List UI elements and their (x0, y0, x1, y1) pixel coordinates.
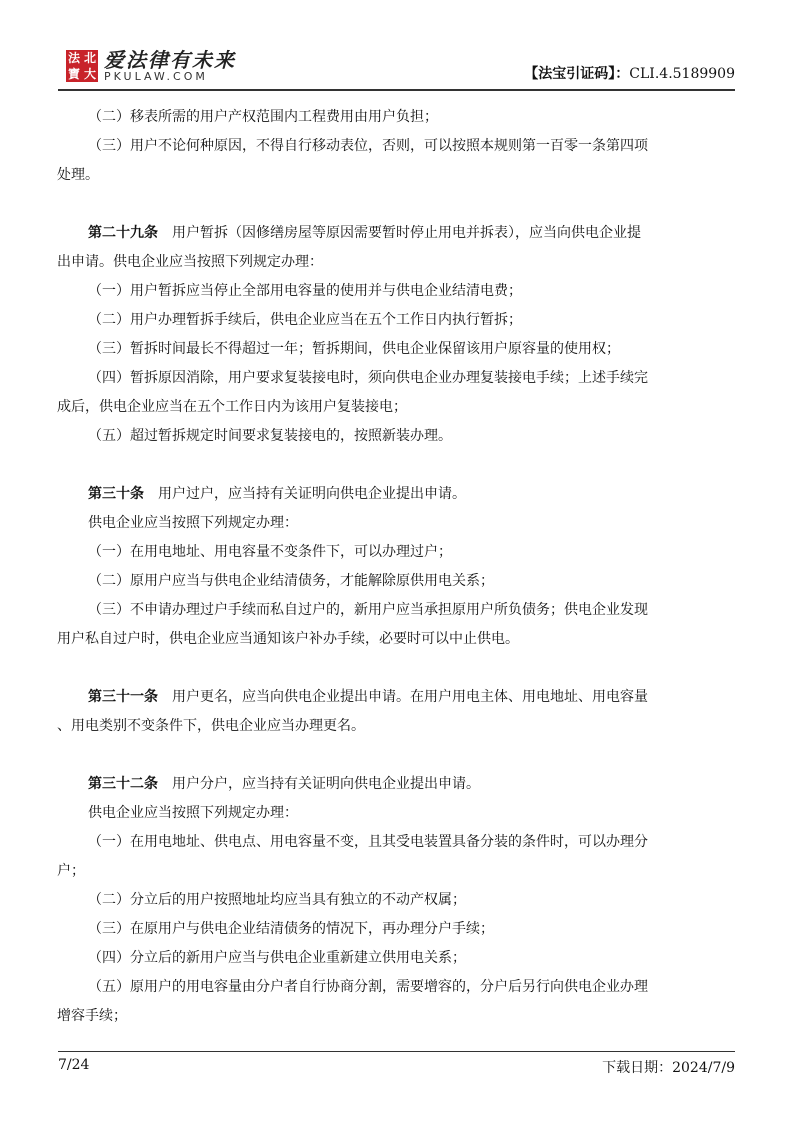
article-29: 第二十九条 用户暂拆（因修缮房屋等原因需要暂时停止用电并拆表），应当向供电企业提 (88, 225, 641, 241)
article-32: 第三十二条 用户分户，应当持有关证明向供电企业提出申请。 (88, 776, 480, 792)
list-item: （一）在用电地址、供电点、用电容量不变，且其受电装置具备分装的条件时，可以办理分 (88, 834, 648, 850)
citation-label: 【法宝引证码】： (524, 66, 630, 82)
list-item: 成后，供电企业应当在五个工作日内为该用户复装接电； (57, 399, 407, 415)
page-header (58, 43, 735, 91)
list-item: （二）用户办理暂拆手续后，供电企业应当在五个工作日内执行暂拆； (88, 312, 522, 328)
pkulaw-logo (66, 48, 236, 84)
paragraph: （三）用户不论何种原因，不得自行移动表位，否则，可以按照本规则第一百零一条第四项 (88, 138, 648, 154)
list-item: （三）在原用户与供电企业结清债务的情况下，再办理分户手续； (88, 921, 494, 937)
article-30: 第三十条 用户过户，应当持有关证明向供电企业提出申请。 (88, 486, 466, 502)
list-item: 增容手续； (57, 1008, 127, 1024)
list-item: （三）不申请办理过户手续而私自过户的，新用户应当承担原用户所负债务；供电企业发现 (88, 602, 648, 618)
list-item: （五）超过暂拆规定时间要求复装接电的，按照新装办理。 (88, 428, 452, 444)
document-body (57, 103, 728, 1031)
article-31: 第三十一条 用户更名，应当向供电企业提出申请。在用户用电主体、用电地址、用电容量 (88, 689, 648, 705)
footer-divider (58, 1051, 735, 1052)
list-item: （四）暂拆原因消除，用户要求复装接电时，须向供电企业办理复装接电手续；上述手续完 (88, 370, 648, 386)
paragraph: （二）移表所需的用户产权范围内工程费用由用户负担； (88, 109, 438, 125)
article-heading: 第三十条 (88, 486, 144, 502)
list-item: （二）分立后的用户按照地址均应当具有独立的不动产权属； (88, 892, 466, 908)
download-date: 下载日期：2024/7/9 (602, 1060, 735, 1076)
list-item: （一）在用电地址、用电容量不变条件下，可以办理过户； (88, 544, 452, 560)
paragraph: 、用电类别不变条件下，供电企业应当办理更名。 (57, 718, 365, 734)
list-item: 用户私自过户时，供电企业应当通知该户补办手续，必要时可以中止供电。 (57, 631, 519, 647)
logo-slogan: 爱法律有未来 (104, 48, 236, 72)
page-footer (58, 1051, 735, 1076)
header-divider (58, 89, 735, 91)
citation-value: CLI.4.5189909 (629, 66, 735, 82)
pkulaw-seal: 法 北 寶 大 (67, 51, 96, 81)
paragraph: 处理。 (57, 167, 99, 183)
list-item: （三）暂拆时间最长不得超过一年；暂拆期间，供电企业保留该用户原容量的使用权； (88, 341, 620, 357)
list-item: （四）分立后的新用户应当与供电企业重新建立供用电关系； (88, 950, 466, 966)
list-item: 户； (57, 863, 85, 879)
list-item: （二）原用户应当与供电企业结清债务，才能解除原供用电关系； (88, 573, 494, 589)
page-number: 7/24 (58, 1057, 90, 1073)
paragraph: 供电企业应当按照下列规定办理： (88, 805, 298, 821)
logo-domain: PKULAW.COM (104, 70, 208, 83)
article-heading: 第二十九条 (88, 225, 158, 241)
list-item: （一）用户暂拆应当停止全部用电容量的使用并与供电企业结清电费； (88, 283, 522, 299)
paragraph: 出申请。供电企业应当按照下列规定办理： (57, 254, 323, 270)
paragraph: 供电企业应当按照下列规定办理： (88, 515, 298, 531)
article-heading: 第三十二条 (88, 776, 158, 792)
list-item: （五）原用户的用电容量由分户者自行协商分割，需要增容的，分户后另行向供电企业办理 (88, 979, 648, 995)
article-heading: 第三十一条 (88, 689, 158, 705)
citation-code (524, 63, 735, 83)
